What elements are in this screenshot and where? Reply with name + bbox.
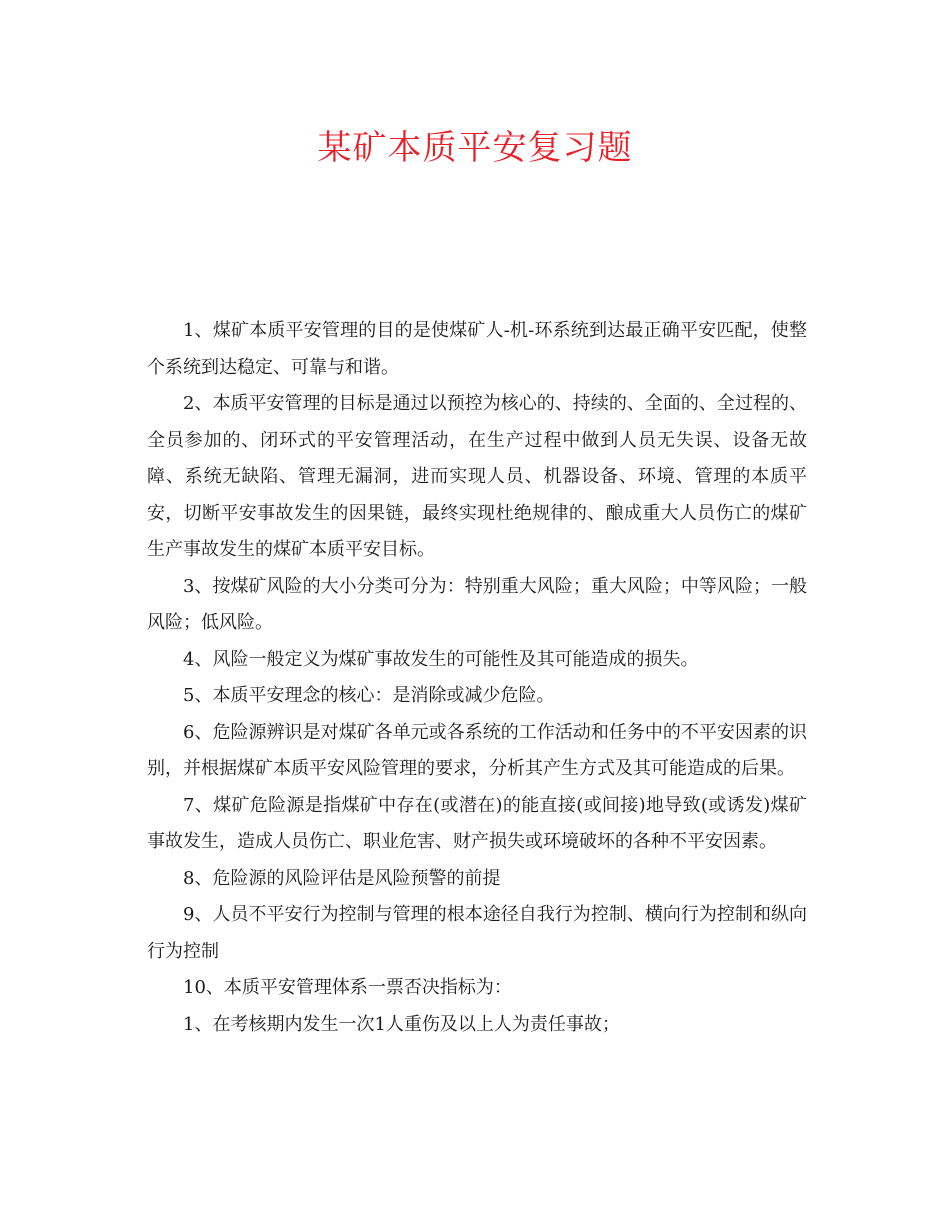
paragraph: 8、危险源的风险评估是风险预警的前提 bbox=[183, 867, 501, 889]
paragraph: 10、本质平安管理体系一票否决指标为： bbox=[183, 977, 512, 998]
paragraph: 2、本质平安管理的目标是通过以预控为核心的、持续的、全面的、全过程的、全员参加的、闭环式的平安管理活动，在生产过程中做到人员无失误、设备无故障、系统无缺陷、管理无漏洞，进而实现人员、机器设备、环境、管理的本质平安，切断平安事故发生的因果链，最终实现杜绝规律的、酿成重大人员伤亡的煤矿生产事故发生的煤矿本质平安目标。 bbox=[147, 393, 807, 560]
paragraph: 6、危险源辨识是对煤矿各单元或各系统的工作活动和任务中的不平安因素的识别，并根据煤矿本质平安风险管理的要求，分析其产生方式及其可能造成的后果。 bbox=[147, 721, 807, 779]
paragraph: 4、风险一般定义为煤矿事故发生的可能性及其可能造成的损失。 bbox=[183, 648, 699, 670]
paragraph: 1、煤矿本质平安管理的目的是使煤矿人-机-环系统到达最正确平安匹配，使整个系统到达稳定、可靠与和谐。 bbox=[147, 320, 807, 378]
paragraph: 9、人员不平安行为控制与管理的根本途径自我行为控制、横向行为控制和纵向行为控制 bbox=[147, 904, 807, 962]
document-body bbox=[147, 313, 807, 1043]
paragraph: 7、煤矿危险源是指煤矿中存在(或潜在)的能直接(或间接)地导致(或诱发)煤矿事故发生，造成人员伤亡、职业危害、财产损失或环境破坏的各种不平安因素。 bbox=[147, 794, 807, 852]
paragraph: 3、按煤矿风险的大小分类可分为：特别重大风险；重大风险；中等风险；一般风险；低风险。 bbox=[147, 575, 807, 633]
paragraph: 5、本质平安理念的核心：是消除或减少危险。 bbox=[183, 685, 555, 706]
paragraph: 1、在考核期内发生一次1人重伤及以上人为责任事故； bbox=[183, 1013, 620, 1035]
page-title: 某矿本质平安复习题 bbox=[317, 128, 633, 168]
